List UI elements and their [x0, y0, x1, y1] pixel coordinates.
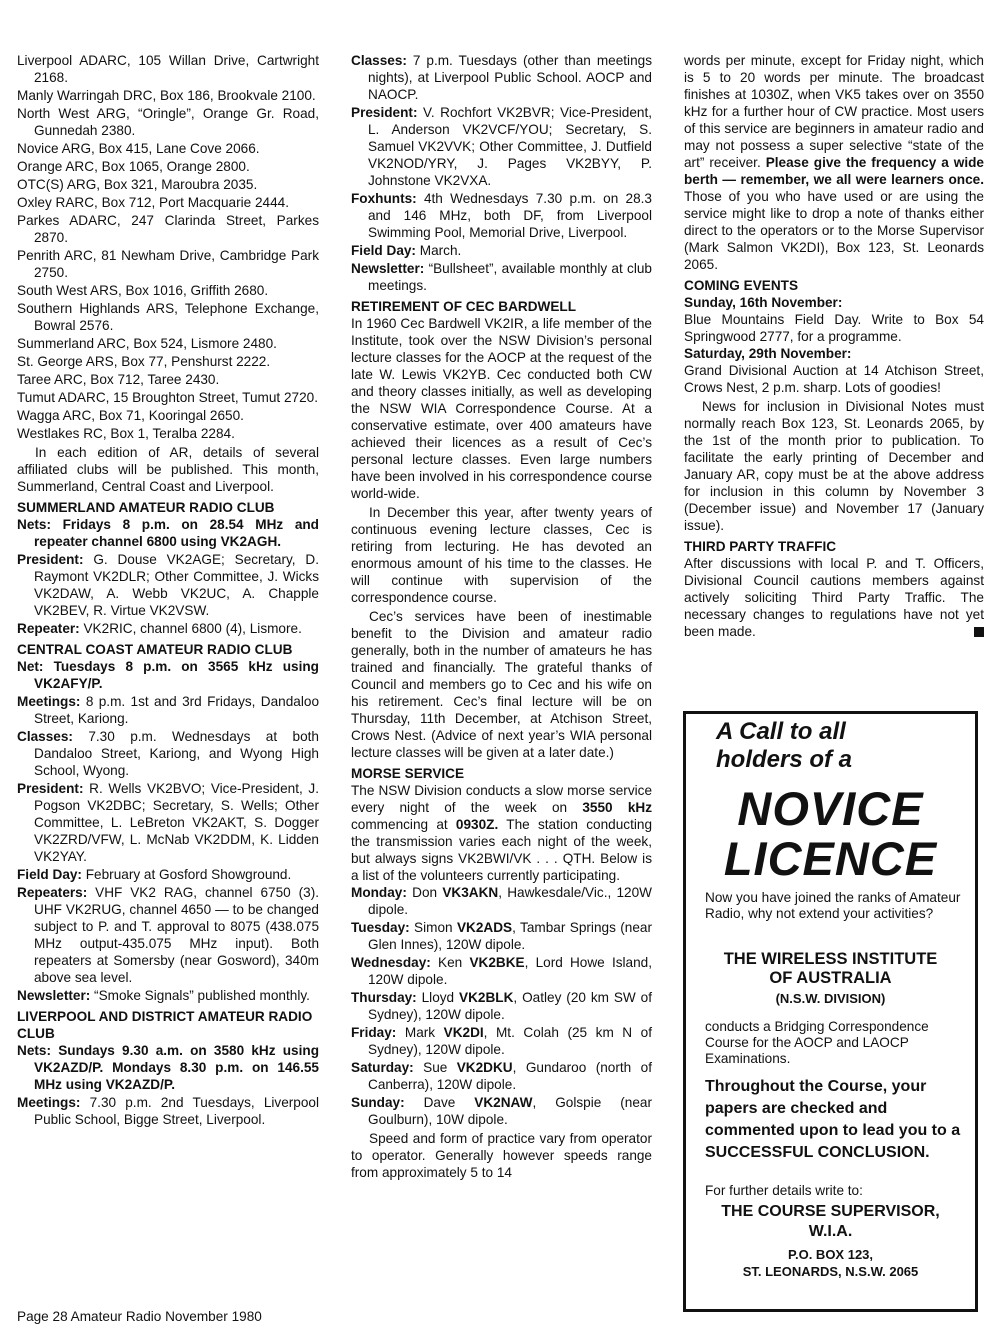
frequency: 3550 kHz	[582, 800, 652, 815]
liverpool-nets: Nets: Sundays 9.30 a.m. on 3580 kHz using VK2AZD/P. Mondays 8.30 p.m. on 146.55 MHz using VK2AZD/P.	[17, 1043, 319, 1092]
roster-name: Sue	[413, 1060, 457, 1075]
advert-kicker	[716, 718, 852, 774]
course-benefit: Throughout the Course, your papers are checked and commented upon to lead you to a SUCCESSFUL CONCLUSION.	[705, 1078, 961, 1161]
club-list-item: Wagga ARC, Box 71, Kooringal 2650.	[17, 408, 244, 423]
liverpool-classes	[351, 52, 652, 103]
label: Meetings:	[17, 1095, 81, 1110]
news-paragraph: News for inclusion in Divisional Notes must normally reach Box 123, St. Leonards 2065, by the 1st of the month prior to publication. To facilitate the early printing of December and January AR, copy must be at the above address for inclusion in this column by November 3 (December issue) and November 17 (January issue).	[684, 399, 984, 533]
event-date: Saturday, 29th November:	[684, 346, 852, 361]
central-coast-repeaters	[17, 884, 319, 986]
club-list-item: Westlakes RC, Box 1, Teralba 2284.	[17, 426, 235, 441]
postal-address: ST. LEONARDS, N.S.W. 2065	[742, 1264, 919, 1279]
roster-entry	[351, 1059, 652, 1093]
retirement-heading: RETIREMENT OF CEC BARDWELL	[351, 299, 577, 314]
traffic-heading: THIRD PARTY TRAFFIC	[684, 539, 837, 554]
summerland-president	[17, 551, 319, 619]
club-list-item: Southern Highlands ARS, Telephone Exchange, Bowral 2576.	[17, 301, 319, 333]
text: 7.30 p.m. 2nd Tuesdays, Liverpool Public School, Bigge Street, Liverpool.	[34, 1095, 319, 1127]
supervisor-name: W.I.A.	[808, 1223, 853, 1240]
roster-day: Saturday:	[351, 1060, 414, 1075]
column-3	[684, 52, 984, 640]
roster-callsign: VK2DKU	[456, 1060, 513, 1075]
label: President:	[17, 552, 84, 567]
organisation-division: (N.S.W. DIVISION)	[775, 991, 886, 1006]
event-text: Blue Mountains Field Day. Write to Box 54 Springwood 2777, for a programme.	[684, 312, 984, 344]
liverpool-president	[351, 104, 652, 189]
course-description: conducts a Bridging Correspondence Course for the AOCP and LAOCP Examinations.	[705, 1019, 929, 1066]
text: Those of you who have used or are using the service might like to drop a note of thanks either direct to the operators or to the Morse Supervisor (Mark Salmon VK2DI), Box 123, St. Leonards 2065.	[684, 189, 984, 272]
start-time: 0930Z.	[455, 817, 499, 832]
kicker-line: A Call to all	[716, 718, 846, 745]
club-list-item: Oxley RARC, Box 712, Port Macquarie 2444.	[17, 195, 290, 210]
roster-callsign: VK2BKE	[469, 955, 525, 970]
organisation-name: THE WIRELESS INSTITUTE	[723, 950, 938, 968]
roster-day: Thursday:	[351, 990, 417, 1005]
roster-entry	[351, 919, 652, 953]
retirement-paragraph: Cec’s services have been of inestimable benefit to the Division and amateur radio generally, both in the number of amateurs he has trained and financially. The grateful thanks of Council and members go to Cec and his wife on his retirement. Cec’s final lecture will be on Thursday, 11th December, at Atchison Street, Crows Nest. (Advice of next year’s WIA personal lecture classes will be given at a later date.)	[351, 609, 652, 760]
club-list-item: South West ARS, Box 1016, Griffith 2680.	[17, 283, 269, 298]
club-list-item: Taree ARC, Box 712, Taree 2430.	[17, 372, 220, 387]
liverpool-meetings	[17, 1094, 319, 1128]
liverpool-foxhunts	[351, 190, 652, 241]
retirement-paragraph: In December this year, after twenty years of continuous evening lecture classes, Cec is retiring from lecturing. He has devoted an enormous amount of his time to the classes. He will continue with supervision of the correspondence course.	[351, 505, 652, 605]
event-date: Sunday, 16th November:	[684, 295, 843, 310]
traffic-paragraph	[684, 555, 984, 640]
kicker-line: holders of a	[716, 746, 853, 773]
club-list-item: Orange ARC, Box 1065, Orange 2800.	[17, 159, 250, 174]
label: Foxhunts:	[351, 191, 417, 206]
roster-name: Lloyd	[416, 990, 460, 1005]
club-list-item: Penrith ARC, 81 Newham Drive, Cambridge Park 2750.	[17, 248, 319, 280]
club-list-item: Parkes ADARC, 247 Clarinda Street, Parkes 2870.	[17, 213, 319, 245]
column-1	[17, 52, 319, 1129]
event-text: Grand Divisional Auction at 14 Atchison Street, Crows Nest, 2 p.m. sharp. Lots of goodies!	[684, 363, 984, 395]
roster-detail: , Tambar Springs (near Glen Innes), 120W dipole.	[368, 920, 652, 952]
label: Classes:	[17, 729, 73, 744]
central-coast-heading: CENTRAL COAST AMATEUR RADIO CLUB	[17, 642, 293, 657]
label: Field Day:	[17, 867, 82, 882]
supervisor-name: THE COURSE SUPERVISOR,	[721, 1203, 940, 1220]
roster-callsign: VK2DI	[443, 1025, 484, 1040]
text: 7.30 p.m. Wednesdays at both Dandaloo Street, Kariong, and Wyong High School, Wyong.	[34, 729, 319, 778]
roster-day: Monday:	[351, 885, 407, 900]
page-footer: Page 28 Amateur Radio November 1980	[17, 1309, 262, 1324]
text: The station conducting the transmission varies each night of the week, but always signs VK2BWI/VK . . . QTH. Below is a list of the volunteers currently participating.	[351, 817, 653, 883]
advert-headline: NOVICE	[737, 782, 924, 835]
club-list	[17, 52, 319, 442]
roster-day: Friday:	[351, 1025, 397, 1040]
text: VK2RIC, channel 6800 (4), Lismore.	[79, 621, 302, 636]
club-list-item: Manly Warringah DRC, Box 186, Brookvale 2100.	[17, 88, 316, 103]
roster-entry	[351, 884, 652, 918]
roster-callsign: VK2NAW	[474, 1095, 533, 1110]
roster-detail: , Oatley (20 km SW of Sydney), 120W dipole.	[368, 990, 652, 1022]
emphasis: Please give the frequency a wide berth — remember, we all were learners once.	[684, 155, 984, 187]
roster-callsign: VK2BLK	[459, 990, 514, 1005]
label: President:	[17, 781, 84, 796]
label: Repeater:	[17, 621, 80, 636]
end-of-article-mark	[974, 627, 984, 637]
central-coast-meetings	[17, 693, 319, 727]
morse-heading: MORSE SERVICE	[351, 766, 465, 781]
liverpool-heading: LIVERPOOL AND DISTRICT AMATEUR RADIO CLUB	[17, 1009, 313, 1041]
advert-intro: Now you have joined the ranks of Amateur Radio, why not extend your activities?	[705, 890, 961, 921]
label: Meetings:	[17, 694, 81, 709]
text: The NSW Division conducts a slow morse service every night of the week on	[351, 783, 652, 815]
retirement-paragraph: In 1960 Cec Bardwell VK2IR, a life member of the Institute, took over the NSW Division’s personal lecture classes for the AOCP at the request of the late W. Lewis VK2YB. Cec conducted both CW and theory classes initially, as well as developing the NSW WIA Correspondence Course. At a conservative estimate, over 400 amateurs have achieved their licences as a result of Cec’s personal lecture classes. Even large numbers have been involved in his correspondence course world-wide.	[351, 316, 652, 501]
advert-headline: LICENCE	[723, 832, 938, 885]
label: Newsletter:	[351, 261, 425, 276]
text: “Smoke Signals” published monthly.	[90, 988, 310, 1003]
events-heading: COMING EVENTS	[684, 278, 799, 293]
text: VHF VK2 RAG, channel 6750 (3). UHF VK2RUG, channel 4650 — to be changed subject to P. and T. approval to 8075 (438.075 MHz output-435.075 MHz input). Both repeaters at Somersby (near Gosword), 340m above sea level.	[34, 885, 319, 985]
text: G. Douse VK2AGE; Secretary, D. Raymont VK2DLR; Other Committee, J. Wicks VK2DAW, A. Webb VK2UC, A. Chapple VK2BEV, R. Virtue VK2VSW.	[34, 552, 319, 618]
summerland-nets: Nets: Fridays 8 p.m. on 28.54 MHz and repeater channel 6800 using VK2AGH.	[17, 517, 319, 549]
novice-licence-advert	[683, 711, 978, 1312]
roster-name: Dave	[404, 1095, 475, 1110]
label: Field Day:	[351, 243, 416, 258]
morse-roster	[351, 884, 652, 1128]
club-list-item: Liverpool ADARC, 105 Willan Drive, Cartwright 2168.	[17, 53, 319, 85]
roster-entry	[351, 954, 652, 988]
central-coast-newsletter	[17, 987, 319, 1004]
roster-detail: , Mt. Colah (25 km N of Sydney), 120W dipole.	[368, 1025, 652, 1057]
label: Repeaters:	[17, 885, 88, 900]
label: Newsletter:	[17, 988, 91, 1003]
text: “Bullsheet”, available monthly at club meetings.	[368, 261, 652, 293]
text: 8 p.m. 1st and 3rd Fridays, Dandaloo Street, Kariong.	[34, 694, 319, 726]
text: After discussions with local P. and T. Officers, Divisional Council cautions members against actively soliciting Third Party Traffic. The necessary changes to regulations have not yet been made.	[684, 556, 984, 639]
club-list-item: North West ARG, “Oringle”, Orange Gr. Road, Gunnedah 2380.	[17, 106, 319, 138]
roster-detail: , Golspie (near Goulburn), 10W dipole.	[368, 1095, 652, 1127]
postal-address: P.O. BOX 123,	[787, 1247, 874, 1262]
liverpool-fieldday	[351, 242, 652, 259]
morse-paragraph	[351, 782, 652, 884]
roster-detail: , Gundaroo (north of Canberra), 120W dipole.	[368, 1060, 652, 1092]
roster-entry	[351, 1094, 652, 1128]
text: R. Wells VK2BVO; Vice-President, J. Pogson VK2DBC; Secretary, S. Wells; Other Committee, L. LeBreton VK2AKT, S. Dogger VK2ZRD/VFW, L. McNab VK2DDM, K. Lidden VK2YAY.	[34, 781, 319, 864]
liverpool-newsletter	[351, 260, 652, 294]
roster-callsign: VK3AKN	[442, 885, 499, 900]
roster-entry	[351, 1024, 652, 1058]
roster-detail: , Hawkesdale/Vic., 120W dipole.	[368, 885, 652, 917]
central-coast-fieldday	[17, 866, 319, 883]
morse-continued	[684, 52, 984, 273]
roster-name: Simon	[409, 920, 457, 935]
club-list-item: Novice ARG, Box 415, Lane Cove 2066.	[17, 141, 260, 156]
label: Classes:	[351, 53, 407, 68]
roster-name: Mark	[396, 1025, 444, 1040]
roster-day: Wednesday:	[351, 955, 431, 970]
central-coast-net: Net: Tuesdays 8 p.m. on 3565 kHz using VK2AFY/P.	[17, 659, 319, 691]
organisation-name: OF AUSTRALIA	[769, 969, 892, 987]
roster-callsign: VK2ADS	[456, 920, 513, 935]
roster-day: Sunday:	[351, 1095, 405, 1110]
text: 4th Wednesdays 7.30 p.m. on 28.3 and 146 MHz, both DF, from Liverpool Swimming Pool, Memorial Drive, Liverpool.	[368, 191, 652, 240]
further-details: For further details write to:	[705, 1183, 863, 1198]
club-list-item: St. George ARS, Box 77, Penshurst 2222.	[17, 354, 271, 369]
text: words per minute, except for Friday night, which is 5 to 20 words per minute. The broadcast finishes at 1030Z, when VK5 takes over on 3550 kHz for a further hour of CW practice. Most users of this service are beginners in amateur radio and may not possess a super selective “state of the art” receiver.	[684, 53, 984, 170]
text: 7 p.m. Tuesdays (other than meetings nights), at Liverpool Public School. AOCP and NAOCP.	[368, 53, 652, 102]
clubs-intro: In each edition of AR, details of several affiliated clubs will be published. This month, Summerland, Central Coast and Liverpool.	[17, 445, 319, 494]
club-list-item: Tumut ADARC, 15 Broughton Street, Tumut 2720.	[17, 390, 318, 405]
central-coast-classes	[17, 728, 319, 779]
morse-speed-paragraph: Speed and form of practice vary from operator to operator. Generally however speeds range from approximately 5 to 14	[351, 1131, 652, 1180]
roster-name: Don	[406, 885, 443, 900]
roster-entry	[351, 989, 652, 1023]
label: President:	[351, 105, 418, 120]
central-coast-president	[17, 780, 319, 865]
text: commencing at	[351, 817, 456, 832]
text: V. Rochfort VK2BVR; Vice-President, L. Anderson VK2VCF/YOU; Secretary, S. Samuel VK2VVK; Other Committee, J. Dutfield VK2NOD/YRY, J. Pages VK2BYY, P. Johnstone VK2VXA.	[368, 105, 652, 188]
roster-day: Tuesday:	[351, 920, 410, 935]
summerland-repeater	[17, 620, 319, 637]
summerland-heading: SUMMERLAND AMATEUR RADIO CLUB	[17, 500, 275, 515]
text: March.	[415, 243, 462, 258]
club-list-item: OTC(S) ARG, Box 321, Maroubra 2035.	[17, 177, 258, 192]
club-list-item: Summerland ARC, Box 524, Lismore 2480.	[17, 336, 277, 351]
roster-name: Ken	[430, 955, 470, 970]
text: February at Gosford Showground.	[81, 867, 292, 882]
column-2	[351, 52, 652, 1181]
roster-detail: , Lord Howe Island, 120W dipole.	[368, 955, 652, 987]
